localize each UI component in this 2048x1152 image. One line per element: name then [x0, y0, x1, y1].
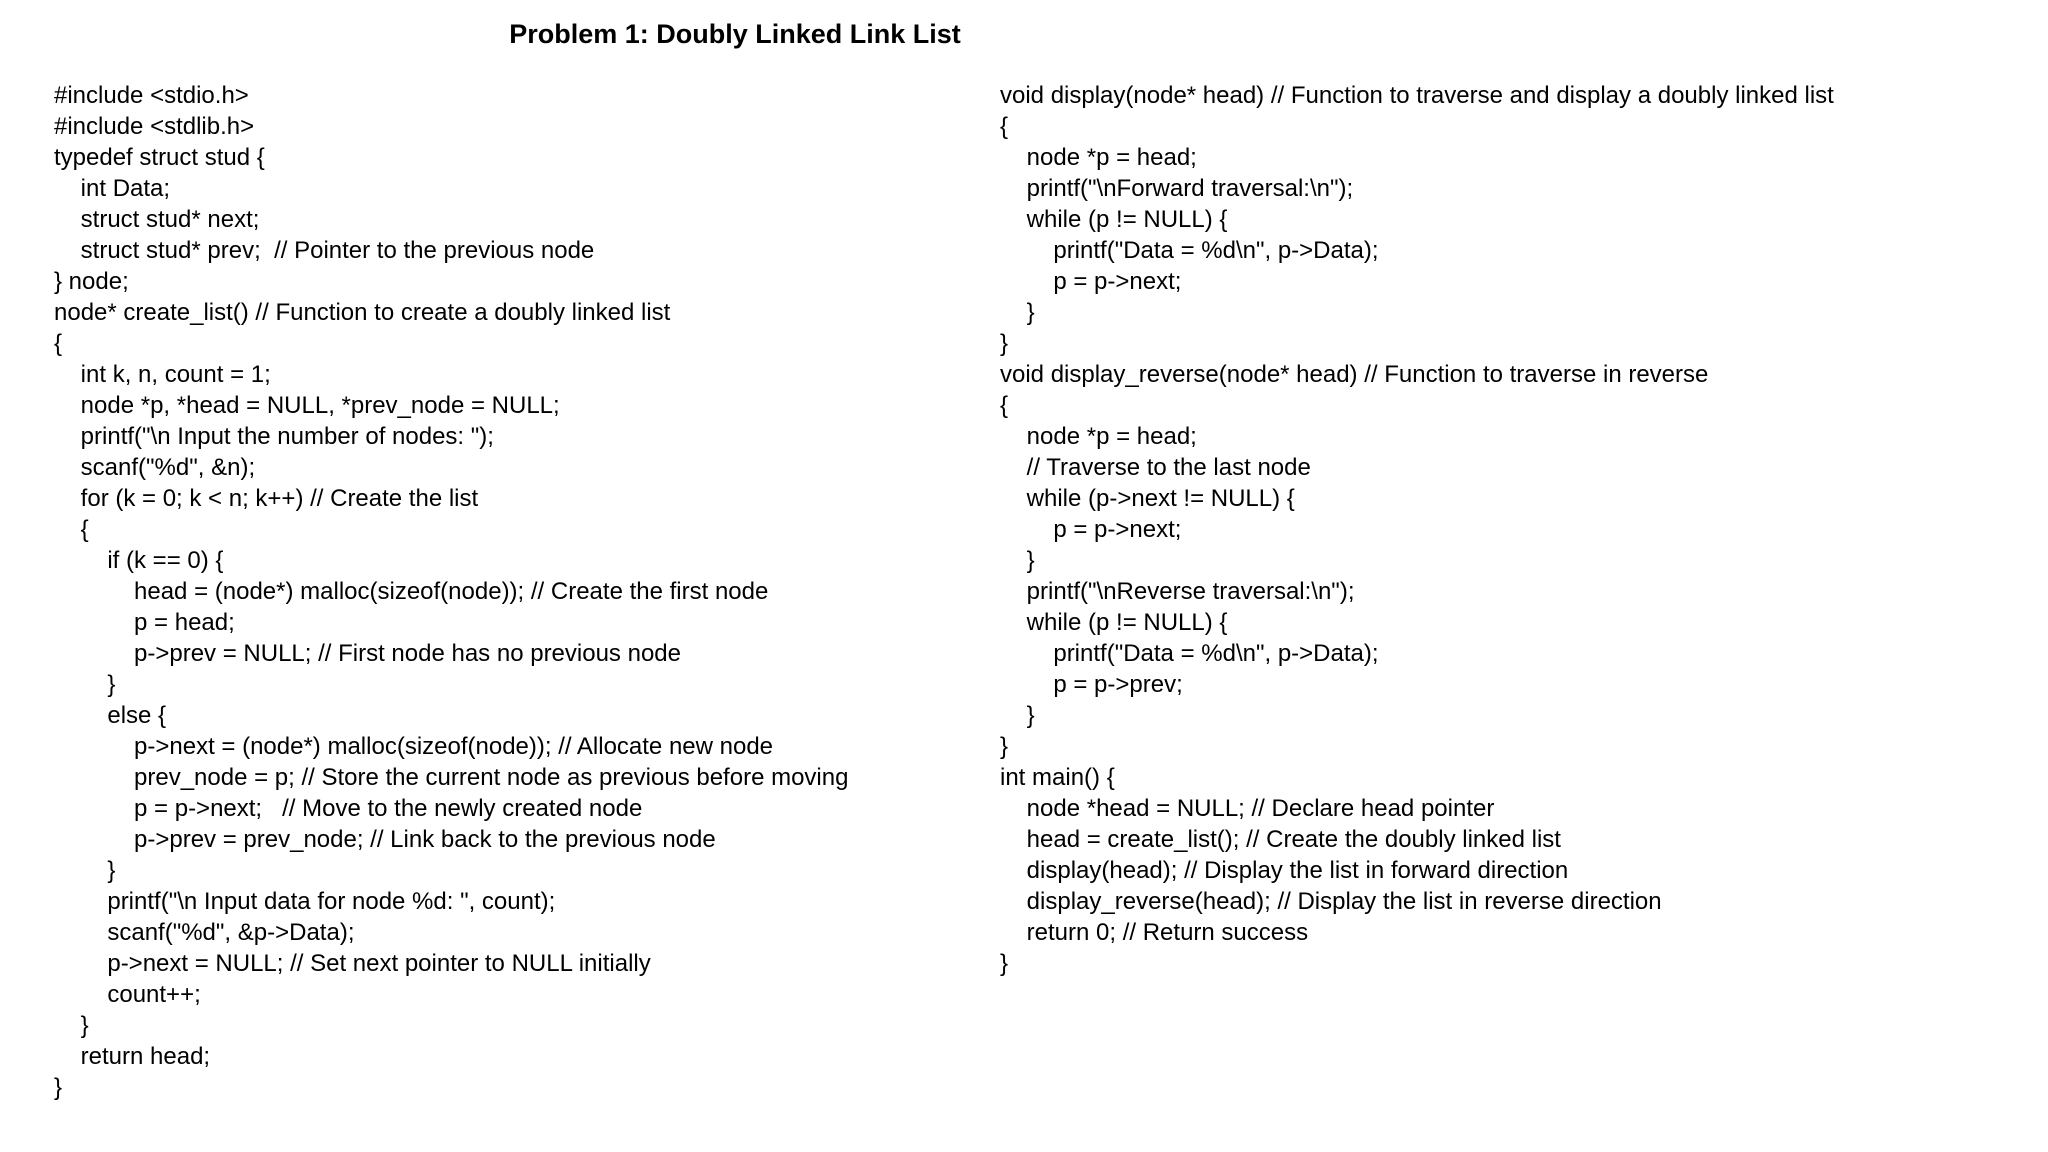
code-line: if (k == 0) { — [54, 547, 224, 574]
code-line: return 0; // Return success — [1000, 919, 1309, 946]
code-line: #include <stdlib.h> — [54, 113, 255, 140]
code-line: } — [1000, 330, 1009, 357]
code-line: { — [54, 330, 63, 357]
code-line: } — [54, 671, 116, 698]
code-line: node *p = head; — [1000, 423, 1197, 450]
code-line: printf("Data = %d\n", p->Data); — [1000, 237, 1379, 264]
code-line: } — [1000, 950, 1009, 977]
code-line: void display(node* head) // Function to traverse and display a doubly linked list — [1000, 82, 1834, 109]
code-line: { — [1000, 392, 1009, 419]
code-line: } — [54, 1012, 89, 1039]
code-line: } — [1000, 702, 1035, 729]
code-line: else { — [54, 702, 167, 729]
code-line: node *p, *head = NULL, *prev_node = NULL; — [54, 392, 560, 419]
code-line: int Data; — [54, 175, 171, 202]
code-line: p->prev = NULL; // First node has no previous node — [54, 640, 681, 667]
code-line: // Traverse to the last node — [1000, 454, 1311, 481]
code-line: head = (node*) malloc(sizeof(node)); // Create the first node — [54, 578, 769, 605]
code-line: for (k = 0; k < n; k++) // Create the list — [54, 485, 479, 512]
code-line: display_reverse(head); // Display the list in reverse direction — [1000, 888, 1662, 915]
code-line: { — [1000, 113, 1009, 140]
code-line: } — [54, 1074, 63, 1101]
code-line: count++; — [54, 981, 201, 1008]
code-line: } — [54, 857, 116, 884]
code-line: void display_reverse(node* head) // Function to traverse in reverse — [1000, 361, 1709, 388]
code-line: while (p != NULL) { — [1000, 206, 1228, 233]
code-line: } — [1000, 547, 1035, 574]
code-line: p->prev = prev_node; // Link back to the previous node — [54, 826, 716, 853]
code-line: printf("Data = %d\n", p->Data); — [1000, 640, 1379, 667]
code-line: p = p->prev; — [1000, 671, 1183, 698]
code-line: node *head = NULL; // Declare head pointer — [1000, 795, 1495, 822]
code-line: p = head; — [54, 609, 235, 636]
code-line: node* create_list() // Function to create a doubly linked list — [54, 299, 671, 326]
code-block-left — [54, 80, 848, 1103]
code-line: p = p->next; — [1000, 516, 1182, 543]
code-line: while (p != NULL) { — [1000, 609, 1228, 636]
code-line: scanf("%d", &n); — [54, 454, 256, 481]
code-block-right — [1000, 80, 1834, 979]
code-line: typedef struct stud { — [54, 144, 265, 171]
code-line: printf("\nForward traversal:\n"); — [1000, 175, 1354, 202]
code-line: node *p = head; — [1000, 144, 1197, 171]
code-line: p = p->next; // Move to the newly created node — [54, 795, 643, 822]
code-line: } — [1000, 733, 1009, 760]
code-line: int main() { — [1000, 764, 1115, 791]
code-line: } node; — [54, 268, 129, 295]
code-line: scanf("%d", &p->Data); — [54, 919, 355, 946]
code-line: { — [54, 516, 89, 543]
code-line: p = p->next; — [1000, 268, 1182, 295]
code-line: while (p->next != NULL) { — [1000, 485, 1295, 512]
code-line: head = create_list(); // Create the doubly linked list — [1000, 826, 1561, 853]
code-line: struct stud* prev; // Pointer to the previous node — [54, 237, 595, 264]
page-title: Problem 1: Doubly Linked Link List — [509, 19, 961, 49]
code-line: p->next = (node*) malloc(sizeof(node)); // Allocate new node — [54, 733, 774, 760]
code-line: printf("\n Input data for node %d: ", count); — [54, 888, 556, 915]
code-line: printf("\nReverse traversal:\n"); — [1000, 578, 1355, 605]
code-line: display(head); // Display the list in forward direction — [1000, 857, 1569, 884]
code-line: #include <stdio.h> — [54, 82, 249, 109]
code-line: printf("\n Input the number of nodes: "); — [54, 423, 494, 450]
code-line: return head; — [54, 1043, 211, 1070]
code-line: struct stud* next; — [54, 206, 260, 233]
code-line: int k, n, count = 1; — [54, 361, 271, 388]
code-line: prev_node = p; // Store the current node as previous before moving — [54, 764, 849, 791]
code-line: p->next = NULL; // Set next pointer to NULL initially — [54, 950, 651, 977]
code-line: } — [1000, 299, 1035, 326]
